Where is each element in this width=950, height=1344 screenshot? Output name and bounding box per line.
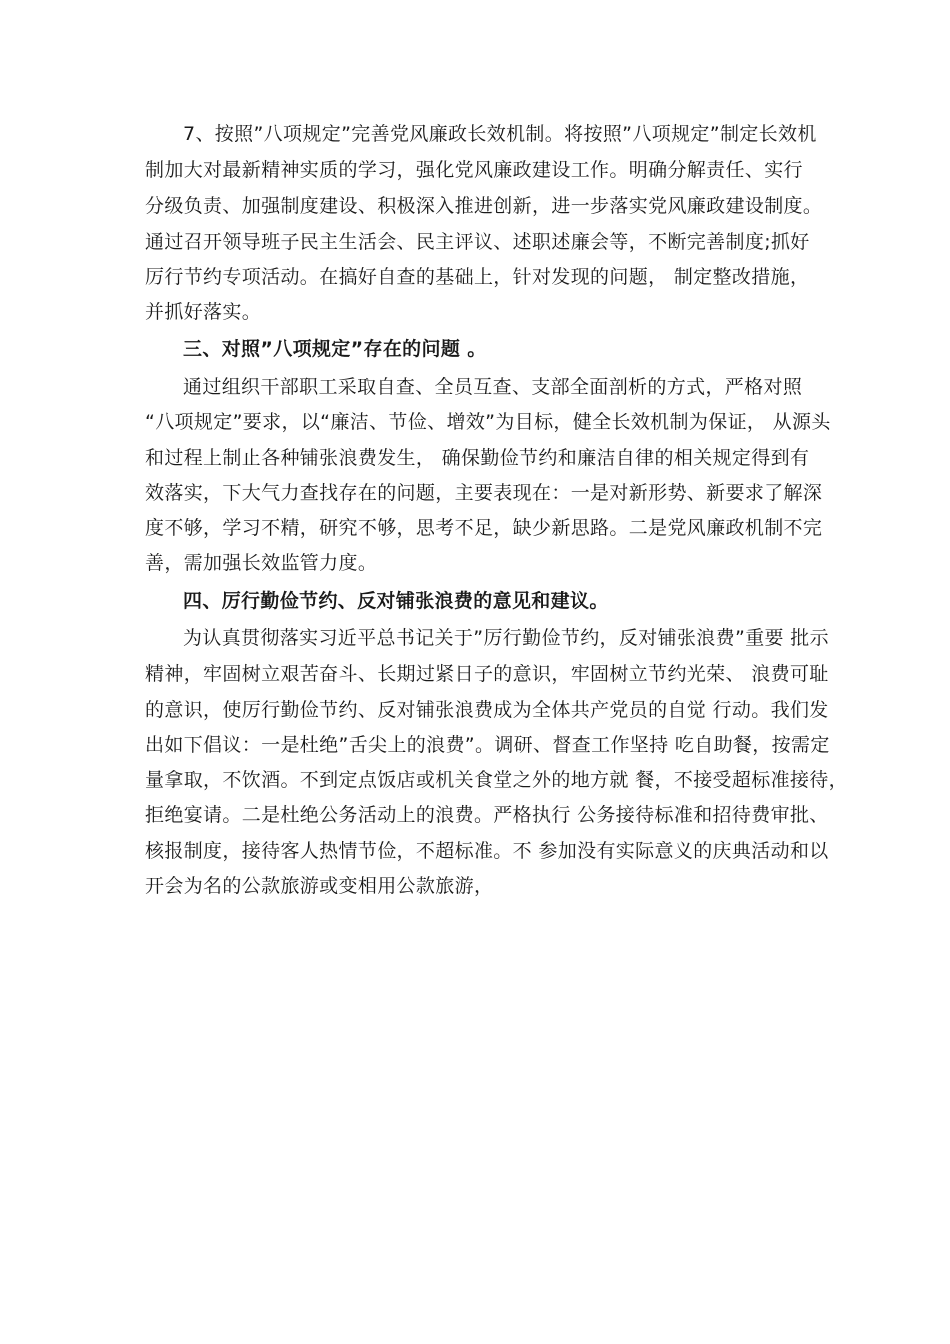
section-4-line-6: 拒绝宴请。二是杜绝公务活动上的浪费。严格执行 公务接待标准和招待费审批、 <box>145 804 829 826</box>
section-3-line-2: “八项规定”要求，以“廉洁、节俭、增效”为目标，健全长效机制为保证， 从源头 <box>145 411 831 433</box>
section-3-line-1: 通过组织干部职工采取自查、全员互查、支部全面剖析的方式，严格对照 <box>183 376 803 398</box>
section-4-line-7: 核报制度，接待客人热情节俭，不超标准。不 参加没有实际意义的庆典活动和以 <box>145 840 829 862</box>
section-heading-3: 三、对照”八项规定”存在的问题 。 <box>183 338 487 360</box>
paragraph-7-line-1: 7、按照”八项规定”完善党风廉政长效机制。将按照”八项规定”制定长效机 <box>183 123 817 145</box>
paragraph-7-line-5: 厉行节约专项活动。在搞好自查的基础上，针对发现的问题， 制定整改措施， <box>145 266 810 288</box>
section-4-line-1: 为认真贯彻落实习近平总书记关于”厉行勤俭节约，反对铺张浪费”重要 批示 <box>183 627 829 649</box>
section-heading-4: 四、厉行勤俭节约、反对铺张浪费的意见和建议。 <box>183 590 609 612</box>
section-4-line-5: 量拿取，不饮酒。不到定点饭店或机关食堂之外的地方就 餐，不接受超标准接待， <box>145 769 848 791</box>
section-4-line-8: 开会为名的公款旅游或变相用公款旅游， <box>145 875 494 897</box>
section-3-line-6: 善，需加强长效监管力度。 <box>145 552 378 574</box>
section-3-line-5: 度不够，学习不精，研究不够，思考不足，缺少新思路。二是党风廉政机制不完 <box>145 517 823 539</box>
section-4-line-3: 的意识，使厉行勤俭节约、反对铺张浪费成为全体共产党员的自觉 行动。我们发 <box>145 699 829 721</box>
paragraph-7-line-6: 并抓好落实。 <box>145 301 262 323</box>
section-4-line-4: 出如下倡议：一是杜绝”舌尖上的浪费”。调研、督查工作坚持 吃自助餐，按需定 <box>145 734 830 756</box>
section-3-line-4: 效落实，下大气力查找存在的问题，主要表现在：一是对新形势、新要求了解深 <box>145 482 823 504</box>
paragraph-7-line-3: 分级负责、加强制度建设、积极深入推进创新，进一步落实党风廉政建设制度。 <box>145 195 823 217</box>
paragraph-7-line-2: 制加大对最新精神实质的学习，强化党风廉政建设工作。明确分解责任、实行 <box>145 159 803 181</box>
paragraph-7-line-4: 通过召开领导班子民主生活会、民主评议、述职述廉会等，不断完善制度;抓好 <box>145 231 810 253</box>
section-4-line-2: 精神，牢固树立艰苦奋斗、长期过紧日子的意识，牢固树立节约光荣、 浪费可耻 <box>145 663 829 685</box>
section-3-line-3: 和过程上制止各种铺张浪费发生， 确保勤俭节约和廉洁自律的相关规定得到有 <box>145 447 810 469</box>
